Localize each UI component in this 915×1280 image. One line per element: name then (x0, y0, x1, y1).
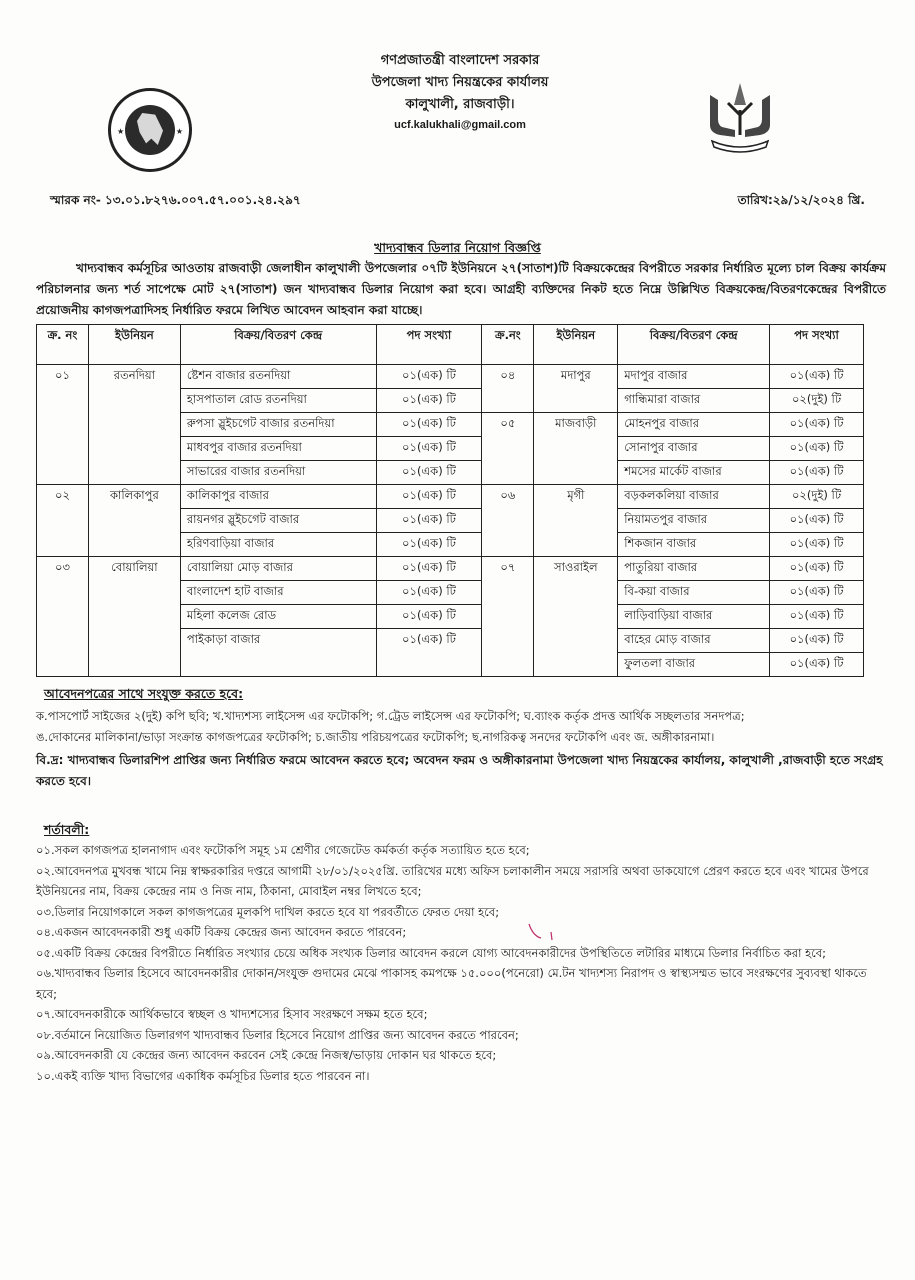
post-count-cell: ০১(এক) টি (376, 557, 482, 581)
center-name-cell: মোহনপুর বাজার (618, 413, 770, 437)
column-header: পদ সংখ্যা (770, 325, 864, 365)
attachments-line: ঙ.দোকানের মালিকানা/ভাড়া সংক্রান্ত কাগজপত্রের ফটোকপি; চ.জাতীয় পরিচয়পত্রের ফটোকপি; ছ.নাগরিকত্ব সনদের ফটোকপি এবং জ. অঙ্গীকারনামা। (36, 730, 715, 744)
serial-cell (482, 437, 534, 461)
table-row (37, 365, 864, 389)
serial-cell (482, 389, 534, 413)
memo-reference: স্মারক নং- ১৩.০১.৮২৭৬.০০৭.৫৭.০০১.২৪.২৯৭ (50, 193, 301, 207)
post-count-cell: ০১(এক) টি (376, 389, 482, 413)
table-row (37, 509, 864, 533)
condition-item: ০১.সকল কাগজপত্র হালনাগাদ এবং ফটোকপি সমূহ ১ম শ্রেণীর গেজেটেড কর্মকর্তা কর্তৃক সত্যায়িত হতে হবে; (36, 843, 530, 857)
union-cell (88, 461, 180, 485)
union-cell (534, 629, 618, 653)
pen-mark-icon (527, 922, 557, 944)
serial-cell (37, 605, 89, 629)
government-seal-icon (108, 88, 192, 172)
special-note: বি.দ্র: খাদ্যবান্ধব ডিলারশিপ প্রাপ্তির জন্য নির্ধারিত ফরমে আবেদন করতে হবে; অবেদন ফরম ও অঙ্গীকারনামা উপজেলা খাদ্য নিয়ন্ত্রকের কার্যালয়, কালুখালী ,রাজবাড়ী হতে সংগ্রহ করতে হবে। (36, 753, 883, 788)
union-cell: মাজবাড়ী (534, 413, 618, 437)
post-count-cell: ০১(এক) টি (376, 461, 482, 485)
notice-title: খাদ্যবান্ধব ডিলার নিয়োগ বিজ্ঞপ্তি (374, 240, 541, 255)
union-cell: মৃগী (534, 485, 618, 509)
post-count-cell: ০১(এক) টি (770, 581, 864, 605)
serial-cell (37, 437, 89, 461)
post-count-cell: ০১(এক) টি (770, 629, 864, 653)
center-name-cell: পাতুরিয়া বাজার (618, 557, 770, 581)
center-name-cell: লাড়িবাড়িয়া বাজার (618, 605, 770, 629)
post-count-cell: ০১(এক) টি (376, 533, 482, 557)
union-cell (534, 653, 618, 677)
union-cell: কালিকাপুর (88, 485, 180, 509)
union-cell (534, 389, 618, 413)
post-count-cell: ০১(এক) টি (376, 485, 482, 509)
star-icon: ★ (117, 127, 125, 136)
post-count-cell: ০১(এক) টি (376, 509, 482, 533)
post-count-cell: ০১(এক) টি (770, 533, 864, 557)
union-cell (88, 509, 180, 533)
serial-cell (482, 509, 534, 533)
union-cell (534, 437, 618, 461)
post-count-cell: ০১(এক) টি (770, 509, 864, 533)
center-name-cell: বি-কয়া বাজার (618, 581, 770, 605)
center-name-cell: গান্ধিমারা বাজার (618, 389, 770, 413)
post-count-cell: ০১(এক) টি (376, 365, 482, 389)
serial-cell (37, 413, 89, 437)
serial-cell (37, 389, 89, 413)
center-name-cell: বোয়ালিয়া মোড় বাজার (180, 557, 376, 581)
serial-cell: ০৪ (482, 365, 534, 389)
bangladesh-map-icon (137, 113, 163, 145)
post-count-cell: ০১(এক) টি (770, 461, 864, 485)
center-name-cell: হরিণবাড়িয়া বাজার (180, 533, 376, 557)
serial-cell: ০৩ (37, 557, 89, 581)
memo-date: তারিখ:২৯/১২/২০২৪ খ্রি. (737, 193, 865, 207)
office-email: ucf.kalukhali@gmail.com (394, 119, 526, 131)
post-count-cell: ০১(এক) টি (770, 365, 864, 389)
column-header: পদ সংখ্যা (376, 325, 482, 365)
center-name-cell: শমসের মার্কেট বাজার (618, 461, 770, 485)
column-header: বিক্রয়/বিতরণ কেন্দ্র (618, 325, 770, 365)
column-header: ইউনিয়ন (534, 325, 618, 365)
condition-item: ০৬.খাদ্যবান্ধব ডিলার হিসেবে আবেদনকারীর দোকান/সংযুক্ত গুদামের মেঝে পাকাসহ কমপক্ষে ১৫.০০০(পনেরো) মে.টন খাদ্যশস্য নিরাপদ ও স্বাস্থ্যসম্মত ভাবে সংরক্ষণের সুব্যবস্থা থাকতে হবে; (36, 966, 867, 1001)
serial-cell: ০৫ (482, 413, 534, 437)
table-row (37, 437, 864, 461)
union-cell: মদাপুর (534, 365, 618, 389)
table-row (37, 485, 864, 509)
table-row (37, 629, 864, 653)
center-name-cell: ষ্টেশন বাজার রতনদিয়া (180, 365, 376, 389)
center-name-cell: বাহের মোড় বাজার (618, 629, 770, 653)
center-name-cell: নিয়ামতপুর বাজার (618, 509, 770, 533)
union-cell (534, 581, 618, 605)
table-header-row (37, 325, 864, 365)
center-name-cell: রুপসা স্লুইচগেট বাজার রতনদিয়া (180, 413, 376, 437)
union-cell (534, 533, 618, 557)
serial-cell (482, 605, 534, 629)
post-count-cell: ০১(এক) টি (770, 557, 864, 581)
serial-cell (37, 653, 89, 677)
table-row (37, 461, 864, 485)
union-cell (534, 509, 618, 533)
union-cell (88, 605, 180, 629)
serial-cell (37, 509, 89, 533)
center-name-cell: মহিলা কলেজ রোড (180, 605, 376, 629)
star-icon: ★ (175, 127, 183, 136)
column-header: ক্র. নং (37, 325, 89, 365)
attachments-title: আবেদনপত্রের সাথে সংযুক্ত করতে হবে: (44, 686, 244, 701)
table-row (37, 605, 864, 629)
post-count-cell: ০১(এক) টি (376, 437, 482, 461)
column-header: বিক্রয়/বিতরণ কেন্দ্র (180, 325, 376, 365)
post-count-cell: ০১(এক) টি (770, 437, 864, 461)
serial-cell (482, 461, 534, 485)
center-name-cell: শিকজান বাজার (618, 533, 770, 557)
post-count-cell (376, 653, 482, 677)
center-name-cell: সোনাপুর বাজার (618, 437, 770, 461)
post-count-cell: ০১(এক) টি (770, 653, 864, 677)
union-cell (534, 605, 618, 629)
table-row (37, 413, 864, 437)
union-cell (534, 461, 618, 485)
serial-cell (37, 533, 89, 557)
serial-cell (482, 653, 534, 677)
serial-cell (482, 533, 534, 557)
center-name-cell: হাসপাতাল রোড রতনদিয়া (180, 389, 376, 413)
condition-item: ০৯.আবেদনকারী যে কেন্দ্রের জন্য আবেদন করবেন সেই কেন্দ্রে নিজস্ব/ভাড়ায় দোকান ঘর থাকতে হবে; (36, 1048, 497, 1062)
attachments-line: ক.পাসপোর্ট সাইজের ২(দুই) কপি ছবি; খ.খাদ্যশস্য লাইসেন্স এর ফটোকপি; গ.ট্রেড লাইসেন্স এর ফটোকপি; ঘ.ব্যাংক কর্তৃক প্রদত্ত আর্থিক সচ্ছলতার সনদপত্র; (36, 709, 745, 723)
union-cell (88, 629, 180, 653)
office-name: উপজেলা খাদ্য নিয়ন্ত্রকের কার্যালয় (371, 75, 549, 90)
post-count-cell: ০২(দুই) টি (770, 485, 864, 509)
post-count-cell: ০১(এক) টি (376, 581, 482, 605)
condition-item: ০৪.একজন আবেদনকারী শুধু একটি বিক্রয় কেন্দ্রের জন্য আবেদন করতে পারবেন; (36, 925, 407, 939)
serial-cell (37, 629, 89, 653)
notice-intro: খাদ্যবান্ধব কর্মসূচির আওতায় রাজবাড়ী জেলাধীন কালুখালী উপজেলার ০৭টি ইউনিয়নে ২৭(সাতাশ)টি বিক্রয়কেন্দ্রের বিপরীতে সরকার নির্ধারিত মূল্যে চাল বিক্রয় কার্যক্রম পরিচালনার জন্য শর্ত সাপেক্ষে মোট ২৭(সাতাশ) জন খাদ্যবান্ধব ডিলার নিয়োগ করা হবে। আগ্রহী ব্যক্তিদের নিকট হতে নিম্নে উল্লিখিত বিক্রয়কেন্দ্র/বিতরণকেন্দ্রের বিপরীতে প্রয়োজনীয় কাগজপত্রাদিসহ নির্ধারিত ফরমে লিখিত আবেদন আহবান করা যাচ্ছে। (36, 261, 886, 317)
union-cell: রতনদিয়া (88, 365, 180, 389)
condition-item: ০২.আবেদনপত্র মুখবন্ধ খামে নিম্ন স্বাক্ষরকারির দপ্তরে আগামী ২৮/০১/২০২৫খ্রি. তারিখের মধ্যে অফিস চলাকালীন সময়ে সরাসরি অথবা ডাকযোগে প্রেরণ করতে হবে এবং খামের উপরে ইউনিয়নের নাম, বিক্রয় কেন্দ্রের নাম ও নিজ নাম, ঠিকানা, মোবাইল নম্বর লিখতে হবে; (36, 863, 869, 898)
union-cell (88, 533, 180, 557)
center-name-cell: ফুলতলা বাজার (618, 653, 770, 677)
union-cell: বোয়ালিয়া (88, 557, 180, 581)
conditions-title: শর্তাবলী: (44, 822, 90, 837)
office-location: কালুখালী, রাজবাড়ী। (405, 97, 515, 112)
union-cell (88, 581, 180, 605)
serial-cell (482, 629, 534, 653)
food-department-logo-icon (700, 75, 780, 155)
serial-cell: ০৬ (482, 485, 534, 509)
serial-cell: ০৭ (482, 557, 534, 581)
union-cell (88, 437, 180, 461)
post-count-cell: ০১(এক) টি (770, 413, 864, 437)
condition-item: ০৩.ডিলার নিয়োগকালে সকল কাগজপত্রের মূলকপি দাখিল করতে হবে যা পরবর্তীতে ফেরত দেয়া হবে; (36, 904, 500, 919)
union-cell (88, 389, 180, 413)
post-count-cell: ০১(এক) টি (376, 413, 482, 437)
center-name-cell: মদাপুর বাজার (618, 365, 770, 389)
union-cell: সাওরাইল (534, 557, 618, 581)
center-name-cell: বাংলাদেশ হাট বাজার (180, 581, 376, 605)
union-cell (88, 653, 180, 677)
table-row (37, 557, 864, 581)
table-row (37, 389, 864, 413)
center-name-cell: বড়কলকলিয়া বাজার (618, 485, 770, 509)
table-row (37, 581, 864, 605)
table-row (37, 533, 864, 557)
serial-cell (37, 461, 89, 485)
serial-cell (37, 581, 89, 605)
column-header: ইউনিয়ন (88, 325, 180, 365)
serial-cell: ০১ (37, 365, 89, 389)
center-name-cell: মাধবপুর বাজার রতনদিয়া (180, 437, 376, 461)
condition-item: ০৫.একটি বিক্রয় কেন্দ্রের বিপরীতে নির্ধারিত সংখ্যার চেয়ে অধিক সংখ্যক ডিলার আবেদন করলে যোগ্য আবেদনকারীদের উপস্থিতিতে লটারির মাধ্যমে ডিলার নির্বাচিত করা হবে; (36, 945, 827, 960)
conditions-list (36, 840, 886, 1086)
center-name-cell: পাইকাড়া বাজার (180, 629, 376, 653)
serial-cell (482, 581, 534, 605)
center-name-cell: রায়নগর স্লুইচগেট বাজার (180, 509, 376, 533)
condition-item: ১০.একই ব্যক্তি খাদ্য বিভাগের একাধিক কর্মসূচির ডিলার হতে পারবেন না। (36, 1068, 370, 1083)
union-cell (88, 413, 180, 437)
condition-item: ০৮.বর্তমানে নিয়োজিত ডিলারগণ খাদ্যবান্ধব ডিলার হিসেবে নিয়োগ প্রাপ্তির জন্য আবেদন করতে পারবেন; (36, 1027, 519, 1042)
center-name-cell: সাভারের বাজার রতনদিয়া (180, 461, 376, 485)
post-count-cell: ০২(দুই) টি (770, 389, 864, 413)
condition-item: ০৭.আবেদনকারীকে আর্থিকভাবে স্বচ্ছল ও খাদ্যশস্যের হিসাব সংরক্ষণে সক্ষম হতে হবে; (36, 1007, 428, 1021)
government-name: গণপ্রজাতন্ত্রী বাংলাদেশ সরকার (380, 53, 540, 68)
column-header: ক্র.নং (482, 325, 534, 365)
table-row (37, 653, 864, 677)
center-name-cell: কালিকাপুর বাজার (180, 485, 376, 509)
post-count-cell: ০১(এক) টি (376, 605, 482, 629)
letterhead (300, 50, 620, 134)
post-count-cell: ০১(এক) টি (376, 629, 482, 653)
serial-cell: ০২ (37, 485, 89, 509)
center-name-cell (180, 653, 376, 677)
allocation-table (36, 324, 864, 677)
post-count-cell: ০১(এক) টি (770, 605, 864, 629)
